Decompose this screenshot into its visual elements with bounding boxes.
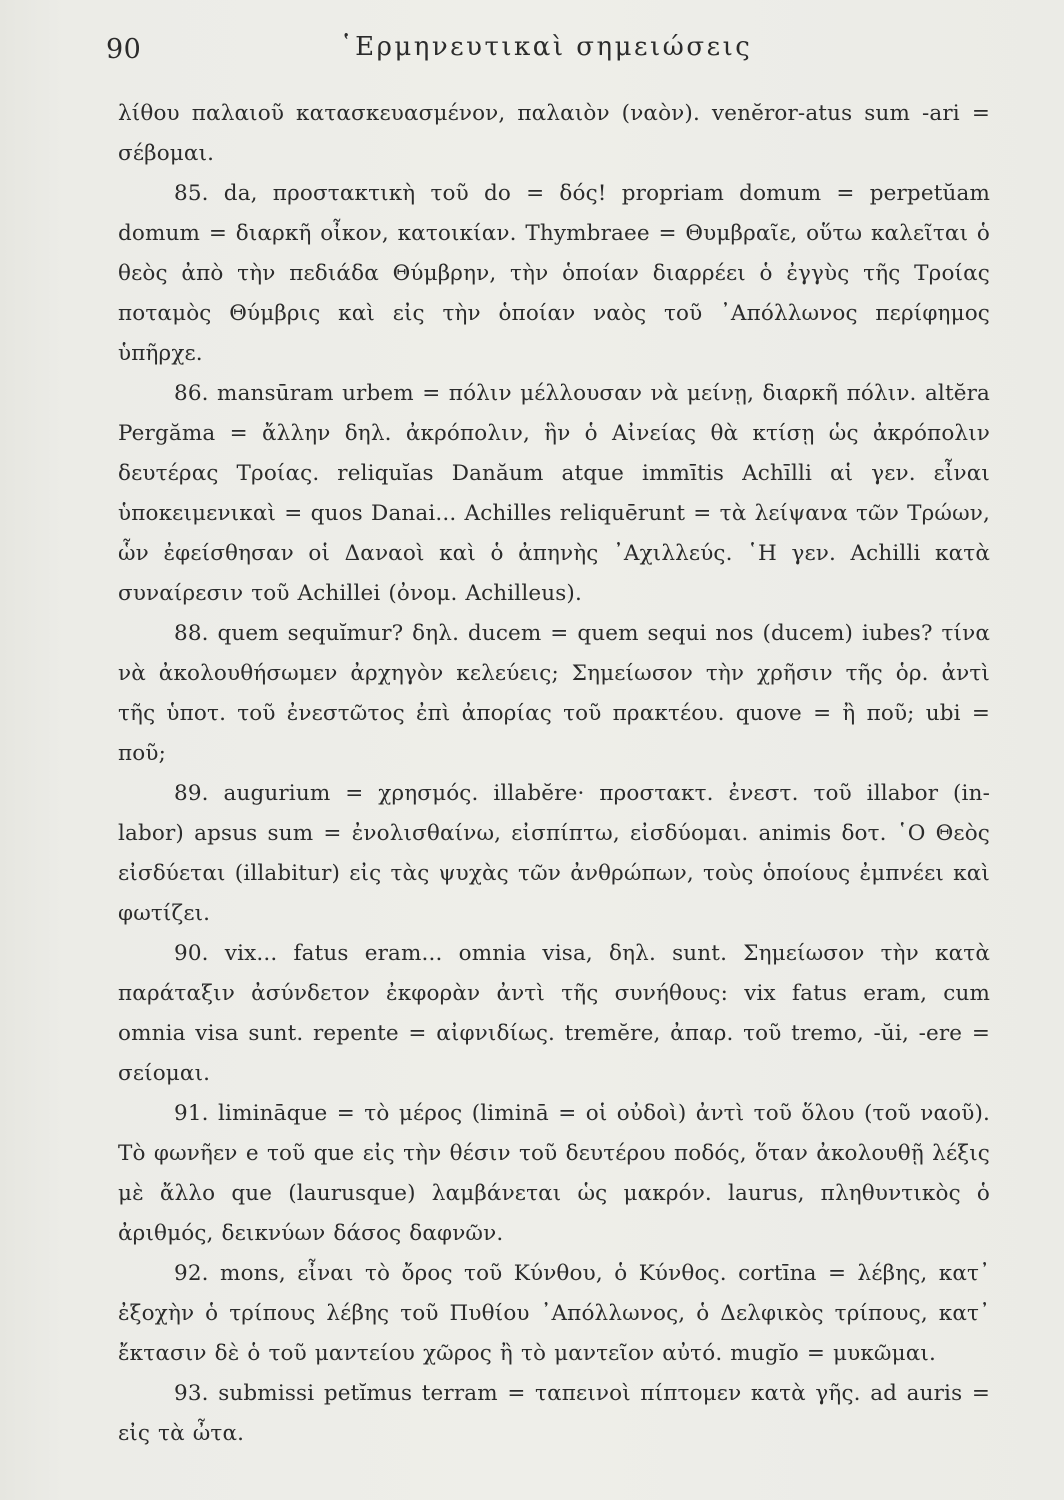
paragraph-note-93: 93. submissi petĭmus terram = ταπεινοὶ πίπτομεν κατὰ γῆς. ad auris = εἰς τὰ ὦτα. (118, 1381, 990, 1446)
page-number: 90 (106, 34, 142, 65)
paragraph-note-92: 92. mons, εἶναι τὸ ὄρος τοῦ Κύνθου, ὁ Κύνθος. cortīna = λέβης, κατ᾿ ἐξοχὴν ὁ τρίπους λέβης τοῦ Πυθίου ᾿Απόλλωνος, ὁ Δελφικὸς τρίπους, κατ᾿ ἔκτασιν δὲ ὁ τοῦ μαντείου χῶρος ἢ τὸ μαντεῖον αὐτό. mugĭo = μυκῶμαι. (118, 1261, 990, 1366)
paragraph-continuation: λίθου παλαιοῦ κατασκευασμένον, παλαιὸν (ναὸν). venĕror-atus sum -ari = σέβομαι. (118, 101, 990, 166)
running-head: ῾Ερμηνευτικαὶ σημειώσεις (339, 32, 753, 62)
paragraph-note-89: 89. augurium = χρησμός. illabĕre· προστακτ. ἐνεστ. τοῦ illabor (in-labor) apsus sum = ἐνολισθαίνω, εἰσπίπτω, εἰσδύομαι. animis δοτ. ῾Ο Θεὸς εἰσδύεται (illabitur) εἰς τὰς ψυχὰς τῶν ἀνθρώπων, τοὺς ὁποίους ἐμπνέει καὶ φωτίζει. (118, 781, 990, 926)
commentary-body (118, 94, 990, 1454)
paragraph-note-90: 90. vix... fatus eram... omnia visa, δηλ. sunt. Σημείωσον τὴν κατὰ παράταξιν ἀσύνδετον ἐκφορὰν ἀντὶ τῆς συνήθους: vix fatus eram, cum omnia visa sunt. repente = αἰφνιδίως. tremĕre, ἀπαρ. τοῦ tremo, -ŭi, -ere = σείομαι. (118, 941, 990, 1086)
paragraph-note-85: 85. da, προστακτικὴ τοῦ do = δός! propriam domum = perpetŭam domum = διαρκῆ οἶκον, κατοικίαν. Thymbraee = Θυμβραῖε, οὕτω καλεῖται ὁ θεὸς ἀπὸ τὴν πεδιάδα Θύμβρην, τὴν ὁποίαν διαρρέει ὁ ἐγγὺς τῆς Τροίας ποταμὸς Θύμβρις καὶ εἰς τὴν ὁποίαν ναὸς τοῦ ᾿Απόλλωνος περίφημος ὑπῆρχε. (118, 181, 990, 366)
paragraph-note-86: 86. mansūram urbem = πόλιν μέλλουσαν νὰ μείνῃ, διαρκῆ πόλιν. altĕra Pergăma = ἄλλην δηλ. ἀκρόπολιν, ἣν ὁ Αἰνείας θὰ κτίσῃ ὡς ἀκρόπολιν δευτέρας Τροίας. reliquĭas Danăum atque immītis Achīlli αἱ γεν. εἶναι ὑποκειμενικαὶ = quos Danai... Achilles reliquērunt = τὰ λείψανα τῶν Τρώων, ὧν ἐφείσθησαν οἱ Δαναοὶ καὶ ὁ ἀπηνὴς ᾿Αχιλλεύς. ῾Η γεν. Achilli κατὰ συναίρεσιν τοῦ Achillei (ὀνομ. Achilleus). (118, 381, 990, 606)
page-header (106, 30, 986, 74)
paragraph-note-88: 88. quem sequĭmur? δηλ. ducem = quem sequi nos (ducem) iubes? τίνα νὰ ἀκολουθήσωμεν ἀρχηγὸν κελεύεις; Σημείωσον τὴν χρῆσιν τῆς ὁρ. ἀντὶ τῆς ὑποτ. τοῦ ἐνεστῶτος ἐπὶ ἀπορίας τοῦ πρακτέου. quove = ἢ ποῦ; ubi = ποῦ; (118, 621, 990, 766)
paragraph-note-91: 91. limināque = τὸ μέρος (liminā = οἱ οὐδοὶ) ἀντὶ τοῦ ὅλου (τοῦ ναοῦ). Τὸ φωνῆεν e τοῦ que εἰς τὴν θέσιν τοῦ δευτέρου ποδός, ὅταν ἀκολουθῇ λέξις μὲ ἄλλο que (laurusque) λαμβάνεται ὡς μακρόν. laurus, πληθυντικὸς ὁ ἀριθμός, δεικνύων δάσος δαφνῶν. (118, 1101, 990, 1246)
